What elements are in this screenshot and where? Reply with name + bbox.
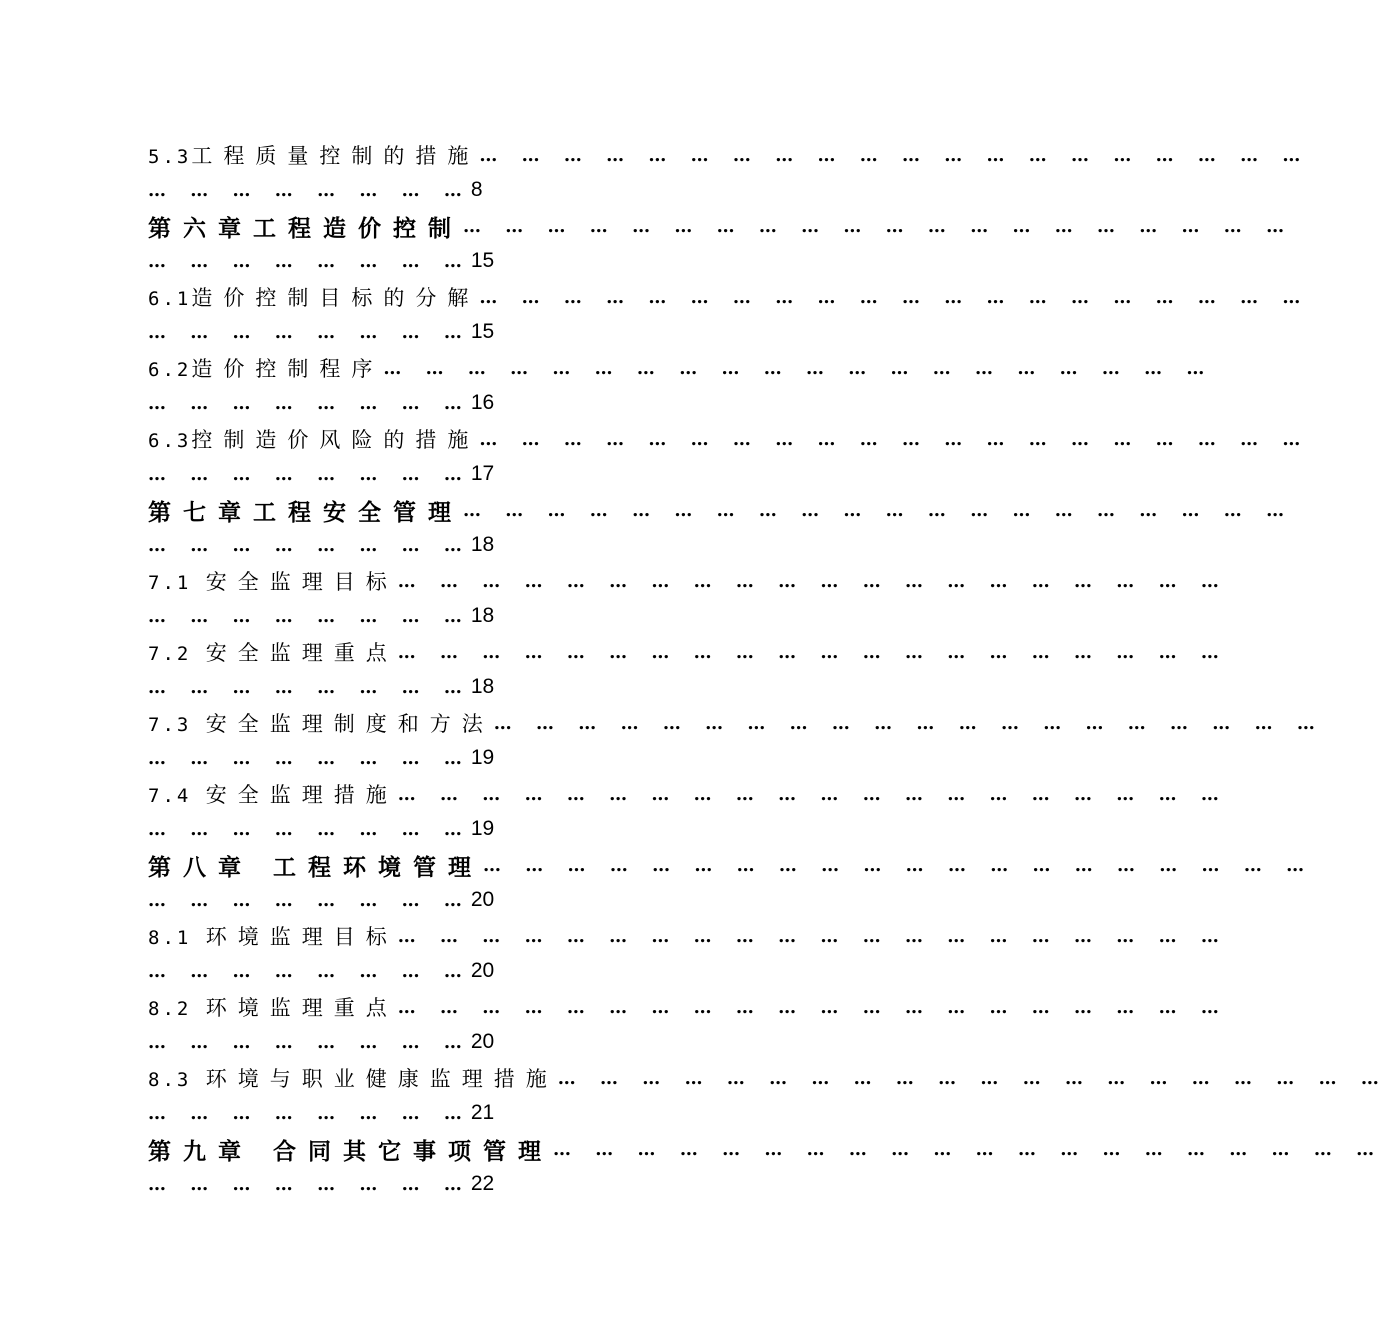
toc-entry-heading-line <box>148 424 1310 454</box>
toc-entry-page-line <box>148 1169 494 1199</box>
toc-section-entry[interactable] <box>148 566 1228 637</box>
toc-entry-page-line <box>148 672 494 702</box>
toc-entry-text: 第六章工程造价控制 <box>148 214 463 242</box>
toc-page-number[interactable]: 19 <box>470 817 495 840</box>
toc-leader-dots: … … … … … … … … <box>148 747 471 769</box>
toc-section-entry[interactable] <box>148 637 1228 708</box>
toc-entry-title <box>148 1133 553 1166</box>
toc-entry-heading-line <box>148 353 1214 383</box>
toc-entry-number: 6.2 <box>148 359 192 381</box>
toc-page-number[interactable]: 20 <box>470 1030 495 1053</box>
toc-entry-text: 安全监理目标 <box>205 570 398 594</box>
toc-entry-number: 7.1 <box>148 572 206 594</box>
toc-leader-dots: … … … … … … … … … … … … … … … … … … … … <box>397 996 1228 1018</box>
toc-leader-dots: … … … … … … … … <box>148 1173 471 1195</box>
toc-entry-title <box>148 921 398 951</box>
toc-entry-page-line <box>148 956 494 986</box>
toc-leader-dots: … … … … … … … … … … … … … … … … … … … … <box>493 712 1324 734</box>
toc-leader-dots: … … … … … … … … <box>148 321 471 343</box>
toc-leader-dots: … … … … … … … … <box>148 818 471 840</box>
toc-leader-dots: … … … … … … … … <box>148 605 471 627</box>
toc-entry-number: 5.3 <box>148 146 192 168</box>
toc-entry-title <box>148 424 479 454</box>
toc-leader-dots: … … … … … … … … … … … … … … … … … … … … <box>397 570 1228 592</box>
toc-entry-number: 7.2 <box>148 643 206 665</box>
toc-leader-dots: … … … … … … … … <box>148 889 471 911</box>
toc-page-number[interactable]: 19 <box>470 746 495 769</box>
toc-page-number[interactable]: 20 <box>470 959 495 982</box>
toc-entry-heading-line <box>148 708 1324 738</box>
toc-entry-page-line <box>148 175 483 205</box>
toc-entry-text: 第七章工程安全管理 <box>148 498 463 526</box>
toc-entry-text: 环境与职业健康监理措施 <box>205 1067 558 1091</box>
toc-entry-text: 造价控制程序 <box>191 357 384 381</box>
toc-leader-dots: … … … … … … … … … … … … … … … … … … … … <box>479 428 1310 450</box>
toc-entry-text: 第九章 合同其它事项管理 <box>148 1137 554 1165</box>
toc-leader-dots: … … … … … … … … … … … … … … … … … … … … <box>557 1067 1388 1089</box>
toc-entry-title <box>148 282 479 312</box>
toc-entry-heading-line <box>148 1134 1384 1165</box>
toc-entry-heading-line <box>148 992 1228 1022</box>
toc-page-number[interactable]: 18 <box>470 533 495 556</box>
toc-leader-dots: … … … … … … … … <box>148 534 471 556</box>
toc-entry-heading-line <box>148 282 1310 312</box>
toc-page-number[interactable]: 20 <box>470 888 495 911</box>
toc-page-number[interactable]: 15 <box>470 320 495 343</box>
toc-page-number[interactable]: 16 <box>470 391 495 414</box>
toc-entry-heading-line <box>148 495 1294 526</box>
toc-entry-heading-line <box>148 1063 1388 1093</box>
toc-entry-number: 7.3 <box>148 714 206 736</box>
toc-entry-heading-line <box>148 779 1228 809</box>
toc-chapter-entry[interactable] <box>148 495 1294 566</box>
toc-entry-number: 8.3 <box>148 1069 206 1091</box>
toc-entry-heading-line <box>148 637 1228 667</box>
toc-page-number[interactable]: 18 <box>470 675 495 698</box>
toc-entry-page-line <box>148 814 494 844</box>
toc-entry-page-line <box>148 743 494 773</box>
toc-leader-dots: … … … … … … … … <box>148 392 471 414</box>
toc-entry-text: 造价控制目标的分解 <box>191 286 480 310</box>
toc-entry-heading-line <box>148 566 1228 596</box>
toc-entry-number: 8.2 <box>148 998 206 1020</box>
toc-entry-text: 环境监理目标 <box>205 925 398 949</box>
table-of-contents <box>148 140 1388 1205</box>
toc-leader-dots: … … … … … … … … <box>148 179 471 201</box>
toc-section-entry[interactable] <box>148 992 1228 1063</box>
toc-leader-dots: … … … … … … … … … … … … … … … … … … … … <box>463 215 1294 237</box>
toc-leader-dots: … … … … … … … … <box>148 960 471 982</box>
toc-page-number[interactable]: 8 <box>470 178 483 201</box>
toc-entry-text: 安全监理制度和方法 <box>205 712 494 736</box>
toc-leader-dots: … … … … … … … … … … … … … … … … … … … … <box>553 1138 1384 1160</box>
toc-entry-title <box>148 140 479 170</box>
toc-leader-dots: … … … … … … … … <box>148 463 471 485</box>
toc-entry-heading-line <box>148 850 1314 881</box>
toc-section-entry[interactable] <box>148 779 1228 850</box>
toc-entry-text: 安全监理重点 <box>205 641 398 665</box>
toc-page-number[interactable]: 18 <box>470 604 495 627</box>
toc-chapter-entry[interactable] <box>148 211 1294 282</box>
toc-page-number[interactable]: 17 <box>470 462 495 485</box>
toc-leader-dots: … … … … … … … … <box>148 1031 471 1053</box>
toc-entry-page-line <box>148 459 494 489</box>
toc-leader-dots: … … … … … … … … <box>148 676 471 698</box>
toc-entry-page-line <box>148 530 494 560</box>
toc-entry-heading-line <box>148 140 1310 170</box>
toc-entry-title <box>148 779 398 809</box>
toc-chapter-entry[interactable] <box>148 850 1314 921</box>
toc-entry-title <box>148 353 383 383</box>
toc-entry-page-line <box>148 601 494 631</box>
toc-section-entry[interactable] <box>148 708 1324 779</box>
toc-entry-heading-line <box>148 211 1294 242</box>
toc-page-number[interactable]: 21 <box>470 1101 495 1124</box>
toc-entry-title <box>148 992 398 1022</box>
toc-entry-text: 安全监理措施 <box>205 783 398 807</box>
toc-leader-dots: … … … … … … … … <box>148 1102 471 1124</box>
toc-entry-title <box>148 637 398 667</box>
toc-entry-page-line <box>148 1098 494 1128</box>
toc-entry-title <box>148 494 463 527</box>
toc-entry-title <box>148 849 483 882</box>
toc-leader-dots: … … … … … … … … … … … … … … … … … … … … <box>479 286 1310 308</box>
toc-leader-dots: … … … … … … … … … … … … … … … … … … … … <box>397 925 1228 947</box>
toc-leader-dots: … … … … … … … … … … … … … … … … … … … … <box>397 641 1228 663</box>
toc-section-entry[interactable] <box>148 140 1310 211</box>
toc-entry-page-line <box>148 317 494 347</box>
toc-entry-page-line <box>148 388 494 418</box>
toc-entry-number: 8.1 <box>148 927 206 949</box>
toc-leader-dots: … … … … … … … … … … … … … … … … … … … … <box>483 854 1314 876</box>
toc-entry-title <box>148 566 398 596</box>
toc-leader-dots: … … … … … … … … … … … … … … … … … … … … <box>397 783 1228 805</box>
toc-section-entry[interactable] <box>148 1063 1388 1134</box>
toc-leader-dots: … … … … … … … … … … … … … … … … … … … … <box>479 144 1310 166</box>
toc-entry-title <box>148 210 463 243</box>
toc-entry-page-line <box>148 246 494 276</box>
toc-entry-text: 环境监理重点 <box>205 996 398 1020</box>
toc-leader-dots: … … … … … … … … … … … … … … … … … … … … <box>463 499 1294 521</box>
toc-entry-text: 工程质量控制的措施 <box>191 144 480 168</box>
toc-entry-text: 第八章 工程环境管理 <box>148 853 484 881</box>
toc-entry-page-line <box>148 1027 494 1057</box>
toc-entry-text: 控制造价风险的措施 <box>191 428 480 452</box>
toc-entry-number: 7.4 <box>148 785 206 807</box>
toc-entry-title <box>148 708 494 738</box>
toc-entry-number: 6.3 <box>148 430 192 452</box>
toc-entry-number: 6.1 <box>148 288 192 310</box>
toc-entry-heading-line <box>148 921 1228 951</box>
toc-section-entry[interactable] <box>148 353 1214 424</box>
toc-page-number[interactable]: 15 <box>470 249 495 272</box>
toc-chapter-entry[interactable] <box>148 1134 1384 1205</box>
toc-leader-dots: … … … … … … … … <box>148 250 471 272</box>
toc-section-entry[interactable] <box>148 282 1310 353</box>
toc-section-entry[interactable] <box>148 921 1228 992</box>
toc-page-number[interactable]: 22 <box>470 1172 495 1195</box>
toc-entry-title <box>148 1063 558 1093</box>
toc-section-entry[interactable] <box>148 424 1310 495</box>
toc-leader-dots: … … … … … … … … … … … … … … … … … … … … <box>383 357 1214 379</box>
toc-entry-page-line <box>148 885 494 915</box>
